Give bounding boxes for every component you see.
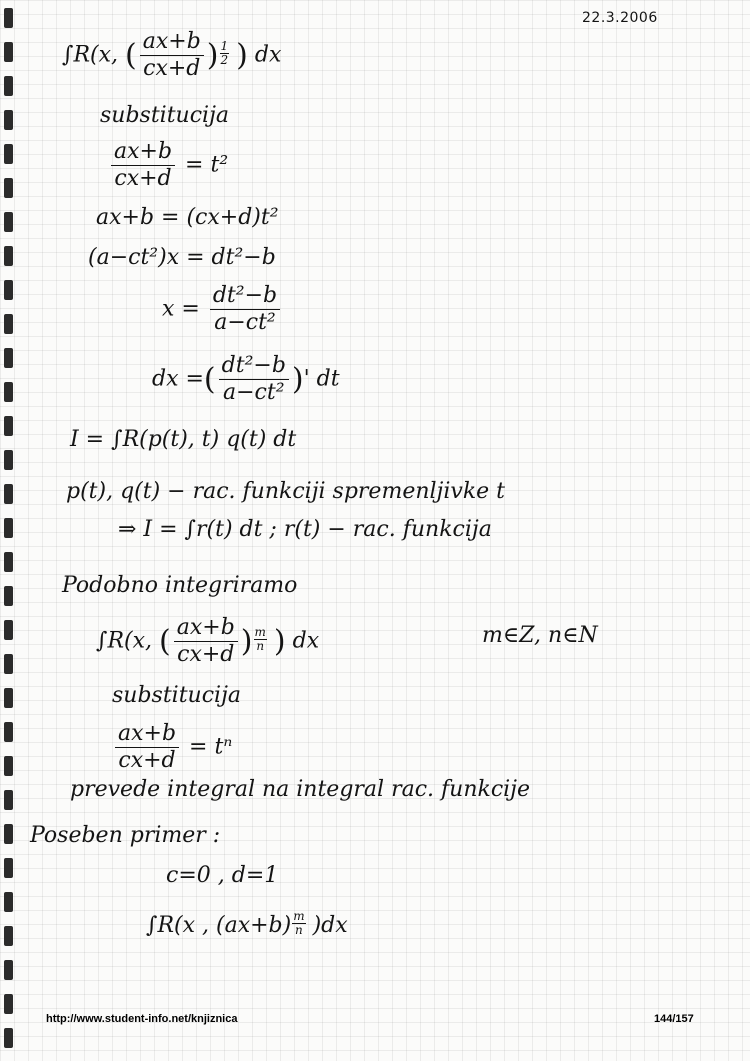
binding-hole [4, 416, 13, 436]
paren-open: ( [203, 362, 216, 398]
condition-mn: m∈Z, n∈N [482, 623, 598, 648]
fraction-numerator: ax+b [115, 722, 179, 748]
binding-hole [4, 484, 13, 504]
binding-hole [4, 790, 13, 810]
exponent-denominator: 2 [220, 52, 229, 67]
binding-hole [4, 858, 13, 878]
substitution-equation [112, 722, 232, 773]
fraction-numerator: ax+b [174, 616, 238, 642]
similar-label: Podobno integriramo [62, 573, 298, 598]
fraction-denominator: a−ct² [223, 380, 285, 406]
exponent-fraction [254, 626, 267, 653]
fraction [140, 30, 204, 81]
exponent-fraction [220, 40, 230, 67]
binding-hole [4, 8, 13, 28]
binding-hole [4, 654, 13, 674]
date: 22.3.2006 [582, 10, 658, 26]
binding-hole [4, 382, 13, 402]
equation-line: ax+b = (cx+d)t² [96, 205, 279, 230]
binding-hole [4, 110, 13, 130]
binding-hole [4, 314, 13, 334]
integral-transformed: I = ∫R(p(t), t) q(t) dt [70, 427, 297, 452]
exponent-numerator: 1 [220, 38, 229, 53]
equation-rhs: = t² [185, 152, 229, 178]
paren-close: ) [240, 624, 253, 660]
integral-prefix: ∫R(x, [96, 628, 153, 654]
binding-hole [4, 1028, 13, 1048]
binding-hole [4, 280, 13, 300]
binding-hole [4, 892, 13, 912]
paren-close: ) [206, 38, 219, 74]
integral-special-case [146, 910, 348, 938]
exponent-numerator: m [293, 909, 305, 923]
exponent-denominator: n [295, 923, 303, 938]
fraction-numerator: dt²−b [210, 284, 280, 310]
fraction [111, 140, 175, 191]
integral-general-root [96, 616, 319, 667]
binding-hole [4, 994, 13, 1014]
binding-hole [4, 518, 13, 538]
fraction-numerator: dt²−b [219, 354, 289, 380]
notebook-binding [4, 0, 16, 1061]
integral-prefix: ∫R(x , (ax+b) [146, 913, 292, 938]
equation-rhs: = tⁿ [189, 734, 233, 760]
paren-close: ) [291, 362, 304, 398]
fraction [174, 616, 238, 667]
binding-hole [4, 926, 13, 946]
binding-hole [4, 756, 13, 776]
x-expression [162, 284, 283, 335]
paren-open: ( [159, 624, 171, 660]
fraction-denominator: cx+d [177, 642, 235, 668]
integral-prefix: ∫R(x, [62, 42, 119, 68]
binding-hole [4, 552, 13, 572]
paren-open: ( [125, 38, 137, 74]
substitution-label: substitucija [112, 683, 242, 708]
fraction [219, 354, 289, 405]
paren-close-outer: ) [273, 624, 286, 660]
paren-close-outer: ) [236, 38, 248, 74]
binding-hole [4, 620, 13, 640]
fraction-numerator: ax+b [140, 30, 204, 56]
fraction [115, 722, 179, 773]
derivative-dt: ' dt [303, 366, 340, 392]
binding-hole [4, 42, 13, 62]
binding-hole [4, 212, 13, 232]
integral-general-square-root [62, 30, 281, 81]
binding-hole [4, 960, 13, 980]
substitution-equation [108, 140, 228, 191]
substitution-label: substitucija [100, 103, 230, 128]
fraction [210, 284, 280, 335]
fraction-denominator: cx+d [114, 166, 172, 192]
binding-hole [4, 722, 13, 742]
footer-url: http://www.student-info.net/knjiznica [46, 1013, 238, 1025]
exponent-denominator: n [256, 638, 265, 653]
equation-lhs: x = [162, 296, 200, 322]
exponent-numerator: m [254, 624, 266, 639]
binding-hole [4, 450, 13, 470]
binding-hole [4, 586, 13, 606]
binding-hole [4, 246, 13, 266]
equation-lhs: dx = [152, 366, 204, 392]
rational-functions-note: p(t), q(t) − rac. funkciji spremenljivke t [66, 479, 506, 504]
fraction-denominator: a−ct² [214, 310, 276, 336]
fraction-denominator: cx+d [143, 56, 201, 82]
equation-line: (a−ct²)x = dt²−b [88, 245, 276, 270]
binding-hole [4, 688, 13, 708]
dx-expression [152, 354, 340, 405]
special-case-condition: c=0 , d=1 [166, 863, 279, 888]
conclusion-rational: ⇒ I = ∫r(t) dt ; r(t) − rac. funkcija [118, 517, 492, 542]
binding-hole [4, 348, 13, 368]
special-case-label: Poseben primer : [30, 823, 221, 848]
page-number: 144/157 [654, 1013, 694, 1025]
fraction-denominator: cx+d [118, 748, 176, 774]
binding-hole [4, 824, 13, 844]
integral-differential: )dx [312, 913, 348, 938]
binding-hole [4, 144, 13, 164]
conclusion-line: prevede integral na integral rac. funkcije [70, 777, 531, 802]
integral-differential: dx [292, 628, 320, 654]
binding-hole [4, 178, 13, 198]
integral-differential: dx [254, 42, 282, 68]
exponent-fraction [292, 910, 305, 937]
fraction-numerator: ax+b [111, 140, 175, 166]
binding-hole [4, 76, 13, 96]
